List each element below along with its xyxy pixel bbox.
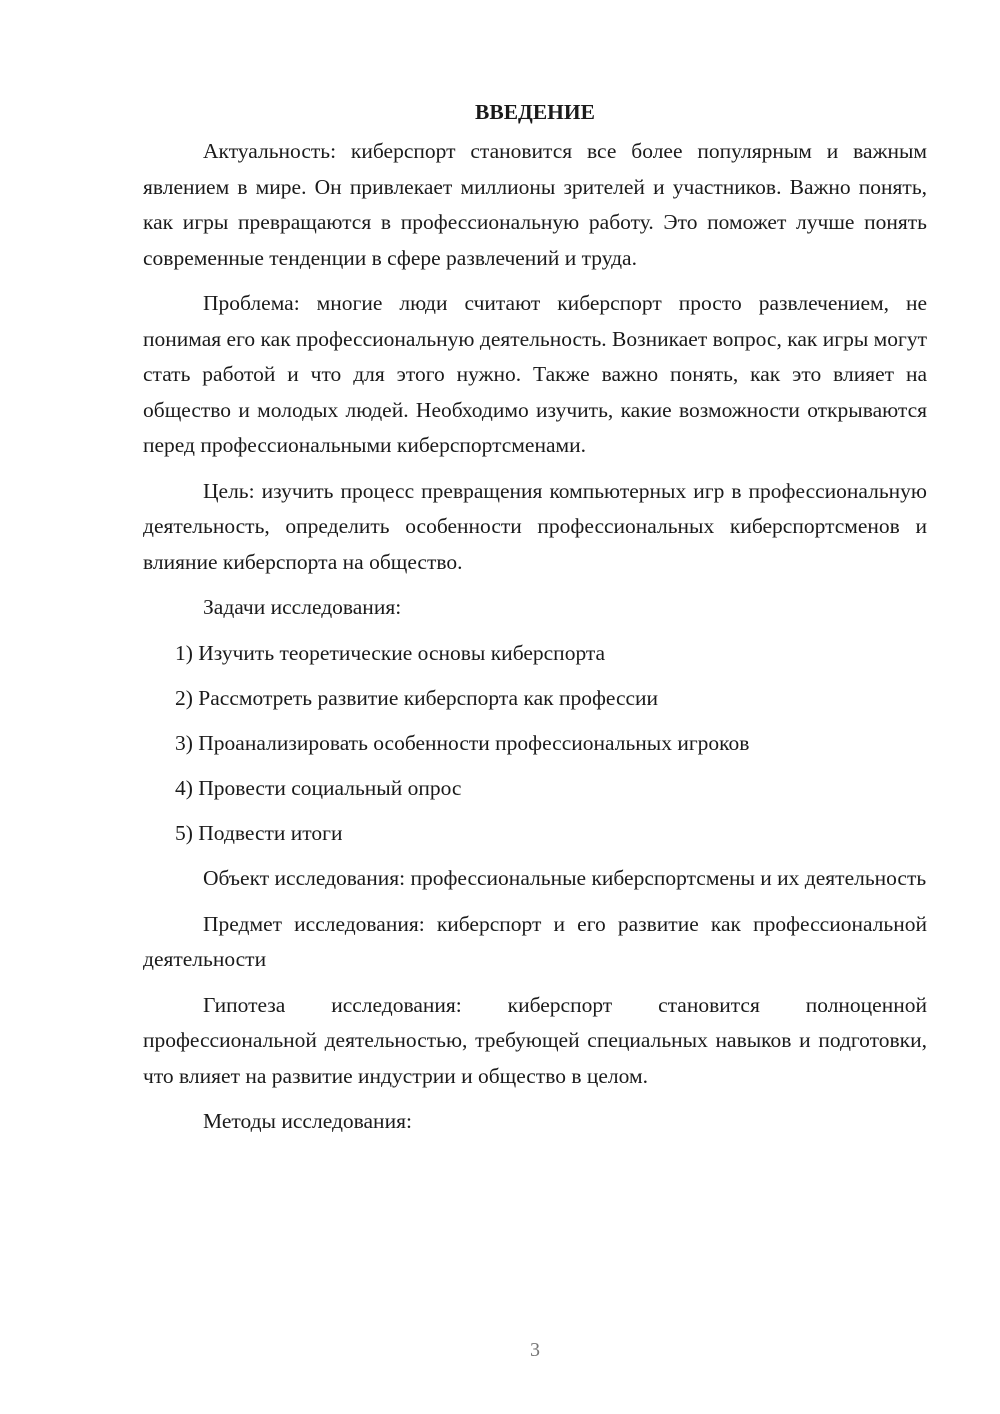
relevance-paragraph: Актуальность: киберспорт становится все более популярным и важным явлением в мире. Он привлекает миллионы зрителей и участников. Важно понять, как игры превращаются в профессиональную работу. Это поможет лучше понять современные тенденции в сфере развлечений и труда. <box>143 139 927 270</box>
methods-heading: Методы исследования: <box>203 1109 412 1133</box>
tasks-heading: Задачи исследования: <box>203 595 402 619</box>
page-number: 3 <box>530 1339 540 1361</box>
problem-paragraph: Проблема: многие люди считают киберспорт просто развлечением, не понимая его как профессиональную деятельность. Возникает вопрос, как игры могут стать работой и что для этого нужно. Также важно понять, как это влияет на общество и молодых людей. Необходимо изучить, какие возможности открываются перед профессиональными киберспортсменами. <box>143 291 927 457</box>
goal-paragraph: Цель: изучить процесс превращения компьютерных игр в профессиональную деятельность, определить особенности профессиональных киберспортсменов и влияние киберспорта на общество. <box>143 478 927 574</box>
list-item: 4) Провести социальный опрос <box>175 775 462 800</box>
subject-paragraph: Предмет исследования: киберспорт и его развитие как профессиональной деятельности <box>143 911 927 971</box>
list-item: 3) Проанализировать особенности профессиональных игроков <box>175 730 750 755</box>
tasks-list <box>143 636 927 852</box>
list-item: 5) Подвести итоги <box>175 820 343 845</box>
list-item: 1) Изучить теоретические основы киберспорта <box>175 640 606 665</box>
object-paragraph: Объект исследования: профессиональные киберспортсмены и их деятельность <box>203 866 927 890</box>
hypothesis-paragraph: Гипотеза исследования: киберспорт становится полноценной профессиональной деятельностью, требующей специальных навыков и подготовки, что влияет на развитие индустрии и общество в целом. <box>143 992 927 1088</box>
section-title: ВВЕДЕНИЕ <box>475 100 595 124</box>
list-item: 2) Рассмотреть развитие киберспорта как профессии <box>175 685 659 710</box>
